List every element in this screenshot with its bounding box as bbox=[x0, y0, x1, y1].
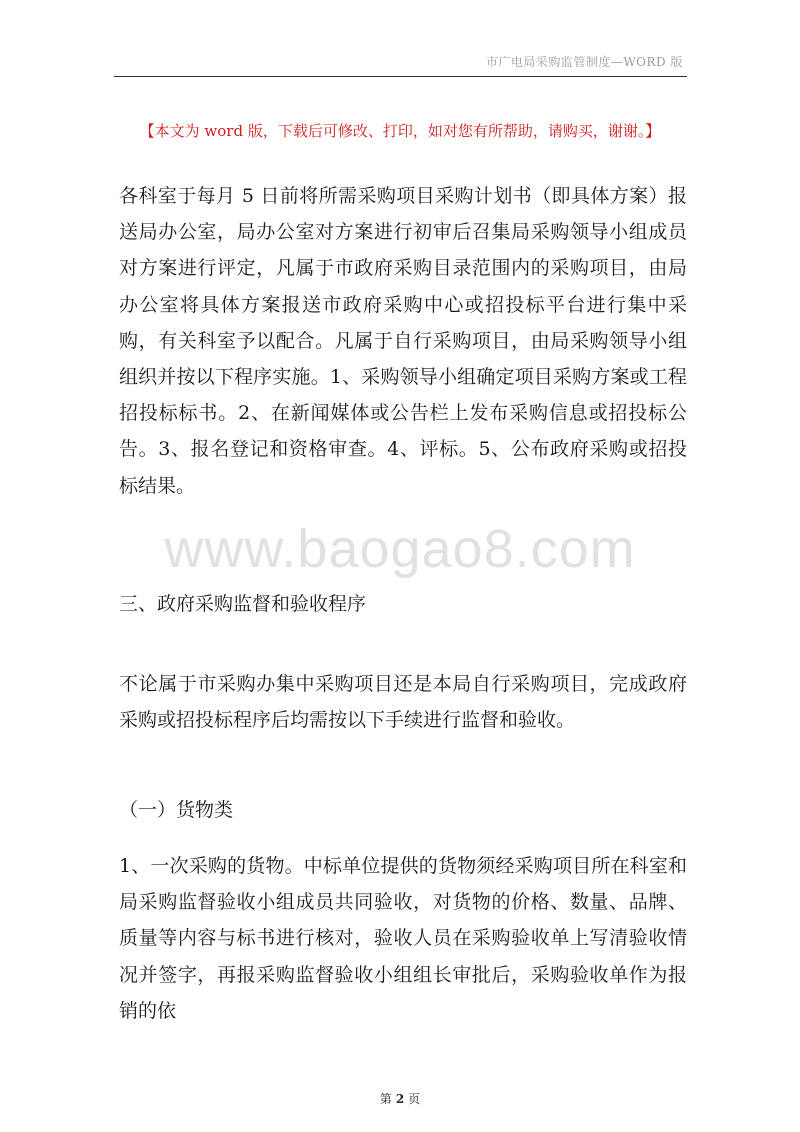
header-divider bbox=[114, 76, 687, 77]
running-header-title: 市广电局采购监管制度—WORD 版 bbox=[485, 55, 683, 69]
subsection-heading-goods: （一）货物类 bbox=[119, 799, 234, 821]
paragraph-supervision-intro: 不论属于市采购办集中采购项目还是本局自行采购项目，完成政府采购或招投标程序后均需按以下手续进行监督和验收。 bbox=[119, 673, 687, 732]
page-footer bbox=[0, 1090, 800, 1107]
footer-prefix: 第 bbox=[379, 1092, 392, 1106]
page-number: 2 bbox=[395, 1092, 405, 1106]
footer-suffix: 页 bbox=[408, 1092, 421, 1106]
download-notice: 【本文为 word 版，下载后可修改、打印，如对您有所帮助，请购买，谢谢。】 bbox=[139, 122, 661, 140]
paragraph-goods-acceptance: 1、一次采购的货物。中标单位提供的货物须经采购项目所在科室和局采购监督验收小组成员共同验收，对货物的价格、数量、品牌、质量等内容与标书进行核对，验收人员在采购验收单上写清验收情况并签字，再报采购监督验收小组组长审批后，采购验收单作为报销的依 bbox=[119, 855, 687, 1022]
section-heading-supervision: 三、政府采购监督和验收程序 bbox=[119, 593, 367, 615]
watermark: www.baogao8.com bbox=[164, 519, 636, 579]
paragraph-procurement-procedure: 各科室于每月 5 日前将所需采购项目采购计划书（即具体方案）报送局办公室，局办公室对方案进行初审后召集局采购领导小组成员对方案进行评定，凡属于市政府采购目录范围内的采购项目，由局办公室将具体方案报送市政府采购中心或招投标平台进行集中采购，有关科室予以配合。凡属于自行采购项目，由局采购领导小组组织并按以下程序实施。1、采购领导小组确定项目采购方案或工程招投标标书。2、在新闻媒体或公告栏上发布采购信息或招投标公告。3、报名登记和资格审查。4、评标。5、公布政府采购或招投标结果。 bbox=[119, 185, 687, 497]
